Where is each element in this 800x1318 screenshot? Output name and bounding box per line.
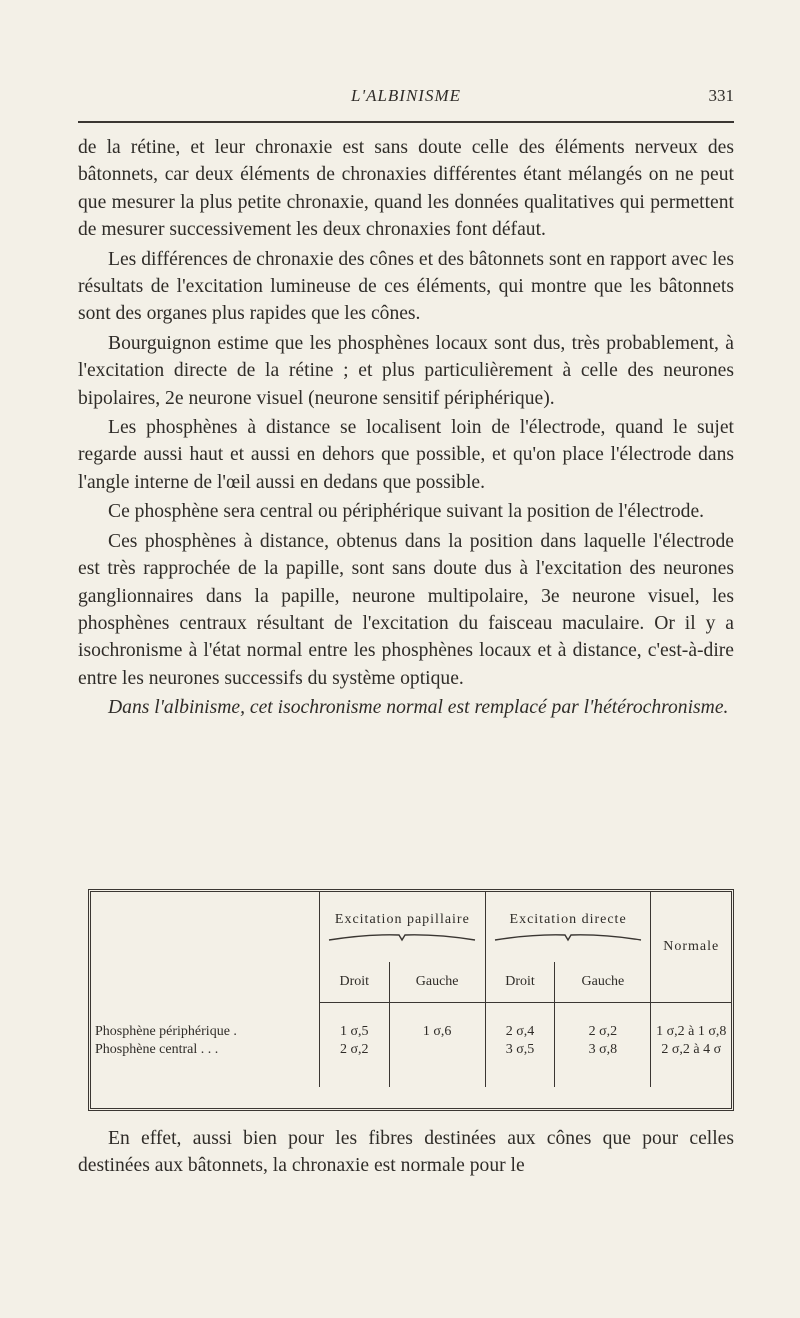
- subheader-pap-droit: Droit: [320, 962, 390, 1003]
- paragraph: Les phosphènes à distance se localisent loin de l'électrode, quand le sujet regarde aussi haut et aussi en dehors que possible, et qu'on place l'électrode dans l'angle interne de l'œil aussi en dedans que possible.: [78, 417, 734, 493]
- paragraph: Ce phosphène sera central ou périphérique suivant la position de l'électrode.: [108, 501, 705, 523]
- group-header-directe-label: Excitation directe: [509, 912, 627, 927]
- page-number: 331: [708, 86, 734, 105]
- subheader-pap-gauche: Gauche: [389, 962, 485, 1003]
- paragraph: En effet, aussi bien pour les fibres destinées aux cônes que pour celles destinées aux bâtonnets, la chronaxie est normale pour le: [78, 1128, 734, 1177]
- group-header-papillaire-label: Excitation papillaire: [334, 912, 470, 927]
- main-text: [78, 134, 734, 724]
- brace-icon: [493, 932, 643, 942]
- paragraph: Ces phosphènes à distance, obtenus dans la position dans laquelle l'électrode est très rapprochée de la papille, sont sans doute dus à l'excitation des neurones ganglionnaires dans la papille, neurone multipolaire, 3e neurone visuel, les phosphènes centraux résultant de l'excitation du faisceau maculaire. Or il y a isochronisme à l'état normal entre les phosphènes locaux et à distance, c'est-à-dire entre les neurones successifs du système optique.: [78, 530, 734, 689]
- paragraph: Bourguignon estime que les phosphènes locaux sont dus, très probablement, à l'excitation directe de la rétine ; et plus particulièrement à celle des neurones bipolaires, 2e neurone visuel (neurone sensitif périphérique).: [78, 332, 734, 409]
- group-header-normale: Normale: [651, 892, 731, 1003]
- row-label: Phosphène périphérique .: [95, 1024, 237, 1039]
- cell-pap-droit: 2 σ,2: [320, 1041, 390, 1059]
- group-header-papillaire: [320, 892, 486, 962]
- table-row: [91, 1041, 731, 1059]
- subheader-dir-droit: Droit: [485, 962, 555, 1003]
- continuation-text: [78, 1125, 734, 1180]
- running-header: [78, 86, 734, 112]
- subheader-dir-gauche: Gauche: [555, 962, 651, 1003]
- table-row: [91, 1023, 731, 1041]
- cell-normale: 1 σ,2 à 1 σ,8: [651, 1023, 731, 1041]
- cell-dir-gauche: 3 σ,8: [555, 1041, 651, 1059]
- cell-dir-gauche: 2 σ,2: [555, 1023, 651, 1041]
- brace-icon: [327, 932, 477, 942]
- cell-pap-gauche: 1 σ,6: [389, 1023, 485, 1041]
- cell-dir-droit: 3 σ,5: [485, 1041, 555, 1059]
- cell-pap-droit: 1 σ,5: [320, 1023, 390, 1041]
- cell-dir-droit: 2 σ,4: [485, 1023, 555, 1041]
- paragraph-italic: Dans l'albinisme, cet isochronisme normal est remplacé par l'hétérochronisme.: [108, 697, 729, 719]
- cell-normale: 2 σ,2 à 4 σ: [651, 1041, 731, 1059]
- paragraph: de la rétine, et leur chronaxie est sans doute celle des éléments nerveux des bâtonnets, car deux éléments de chronaxies différentes étant mélangés on ne peut que mesurer la plus petite chronaxie, quand les données qualitatives qui permettent de mesurer successivement les deux chronaxies font défaut.: [78, 137, 734, 241]
- paragraph: Les différences de chronaxie des cônes et des bâtonnets sont en rapport avec les résultats de l'excitation lumineuse de ces éléments, qui montre que les bâtonnets sont des organes plus rapides que les cônes.: [78, 248, 734, 325]
- table-corner: [91, 892, 320, 1003]
- header-rule: [78, 121, 734, 123]
- cell-pap-gauche: [389, 1041, 485, 1059]
- group-header-directe: [485, 892, 651, 962]
- running-title: L'ALBINISME: [350, 86, 462, 105]
- chronaxie-table: [88, 889, 734, 1111]
- row-label: Phosphène central . . .: [95, 1042, 219, 1057]
